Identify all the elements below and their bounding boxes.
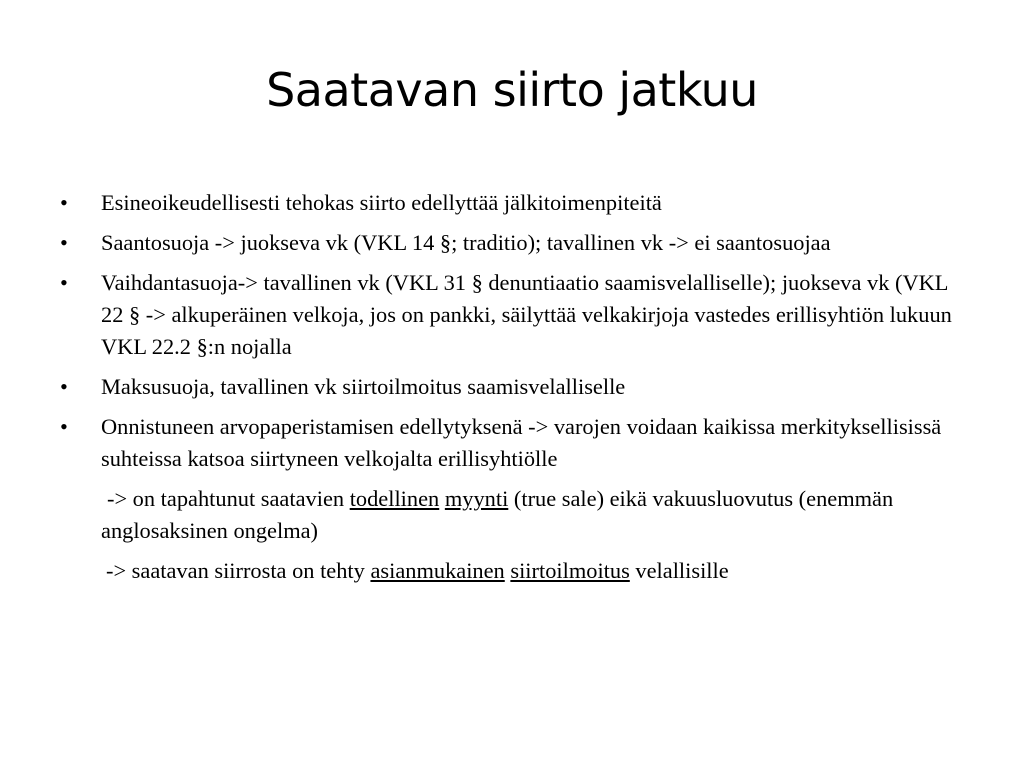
bullet-marker: • (60, 190, 68, 215)
underlined-term: asianmukainen (370, 558, 505, 583)
continuation-suffix: (true sale) eikä vakuusluovutus (enemmän anglosaksinen ongelma) (101, 486, 894, 543)
bullet-item (60, 267, 970, 363)
continuation-prefix: -> on tapahtunut saatavien (107, 486, 350, 511)
underlined-term: todellinen (349, 486, 440, 511)
bullet-item (60, 371, 970, 403)
bullet-marker: • (60, 230, 68, 255)
bullet-item (60, 187, 970, 219)
bullet-text: Saantosuoja -> juokseva vk (VKL 14 §; traditio); tavallinen vk -> ei saantosuojaa (101, 230, 831, 255)
bullet-text: Vaihdantasuoja-> tavallinen vk (VKL 31 § denuntiaatio saamisvelalliselle); juokseva vk (VKL 22 § -> alkuperäinen velkoja, jos on pankki, säilyttää velkakirjoja vastedes erillisyhtiön lukuun VKL 22.2 §:n nojalla (101, 270, 952, 359)
bullet-marker: • (60, 374, 68, 399)
bullet-marker: • (60, 270, 68, 295)
bullet-item (60, 411, 970, 475)
slide-content (60, 187, 970, 595)
underlined-term: myynti (444, 486, 509, 511)
bullet-item (60, 227, 970, 259)
continuation-prefix: -> saatavan siirrosta on tehty (106, 558, 371, 583)
bullet-marker: • (60, 414, 68, 439)
continuation-paragraph (60, 483, 970, 547)
slide-title: Saatavan siirto jatkuu (266, 63, 758, 117)
continuation-paragraph (60, 555, 970, 587)
continuation-suffix: velallisille (629, 558, 729, 583)
bullet-text: Onnistuneen arvopaperistamisen edellytyksenä -> varojen voidaan kaikissa merkityksellisissä suhteissa katsoa siirtyneen velkojalta erillisyhtiölle (101, 414, 942, 471)
underlined-term: siirtoilmoitus (510, 558, 630, 583)
bullet-text: Esineoikeudellisesti tehokas siirto edellyttää jälkitoimenpiteitä (101, 190, 662, 215)
bullet-text: Maksusuoja, tavallinen vk siirtoilmoitus saamisvelalliselle (101, 374, 626, 399)
